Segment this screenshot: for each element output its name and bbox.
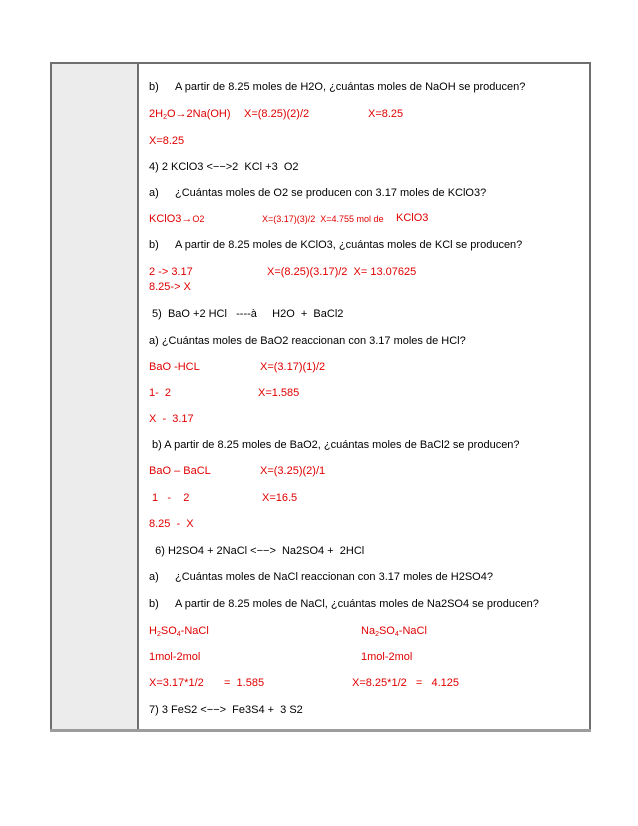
formula: X=(3.17)(1)/2 [260, 361, 326, 373]
formula: X=(8.25)(2)/2 [244, 108, 310, 120]
table-bottom-border [50, 729, 591, 732]
proportion-row: 1- 2 [149, 387, 172, 399]
result: X=1.585 [258, 387, 300, 399]
question-text: ¿Cuántas moles de O2 se producen con 3.17 moles de KClO3? [175, 187, 487, 199]
question-label: a) [149, 571, 159, 583]
mol-ratio: 1mol-2mol [149, 651, 201, 663]
calculation: = 1.585 [224, 677, 265, 689]
question-label: b) [149, 81, 159, 93]
result: X=16.5 [262, 492, 298, 504]
proportion-row: 1 - 2 [149, 492, 190, 504]
reaction-ratio: $Na_2SO_4$-NaCl [361, 625, 427, 638]
equation-4: 4) 2 KClO3 <−−>2 KCl +3 O2 [149, 161, 299, 173]
equation-6: 6) H2SO4 + 2NaCl <−−> Na2SO4 + 2HCl [149, 545, 365, 557]
reaction-ratio: KClO3→O2 [149, 213, 205, 225]
exercise-table [50, 62, 591, 732]
question-text: A partir de 8.25 moles de NaCl, ¿cuántas moles de Na2SO4 se producen? [175, 598, 539, 610]
reaction-ratio: $2H_2O\to 2Na(OH)$ [149, 108, 231, 121]
formula: X=(3.17)(3)/2 X=4.755 mol de [262, 214, 384, 224]
equation-5: 5) BaO +2 HCl ----à H2O + BaCl2 [149, 308, 344, 320]
calculation: X=3.17*1/2 [149, 677, 204, 689]
answer: X=8.25 [149, 135, 185, 147]
question-label: b) [149, 239, 159, 251]
question-text: A partir de 8.25 moles de KClO3, ¿cuántas moles de KCl se producen? [175, 239, 523, 251]
formula: X=(8.25)(3.17)/2 X= 13.07625 [267, 266, 417, 278]
question-label: a) [149, 187, 159, 199]
result: X=8.25 [368, 108, 404, 120]
reaction-ratio: $H_2SO_4$-NaCl [149, 625, 209, 638]
proportion-row: BaO – BaCL [149, 465, 211, 477]
exercise-content [52, 64, 589, 730]
question-text: A partir de 8.25 moles de H2O, ¿cuántas moles de NaOH se producen? [175, 81, 526, 93]
unit: KClO3 [396, 212, 429, 224]
proportion-row: 2 -> 3.17 [149, 266, 193, 278]
proportion-row: 8.25 - X [149, 518, 194, 530]
formula: X=(3.25)(2)/1 [260, 465, 326, 477]
proportion-row: X - 3.17 [149, 413, 194, 425]
question-text: a) ¿Cuántas moles de BaO2 reaccionan con 3.17 moles de HCl? [149, 335, 466, 347]
equation-7: 7) 3 FeS2 <−−> Fe3S4 + 3 S2 [149, 704, 303, 716]
mol-ratio: 1mol-2mol [361, 651, 413, 663]
question-label: b) [149, 598, 159, 610]
proportion-row: 8.25-> X [149, 281, 191, 293]
calculation: X=8.25*1/2 = 4.125 [352, 677, 460, 689]
proportion-row: BaO -HCL [149, 361, 200, 373]
question-text: b) A partir de 8.25 moles de BaO2, ¿cuántas moles de BaCl2 se producen? [149, 439, 520, 451]
question-text: ¿Cuántas moles de NaCl reaccionan con 3.17 moles de H2SO4? [175, 571, 493, 583]
